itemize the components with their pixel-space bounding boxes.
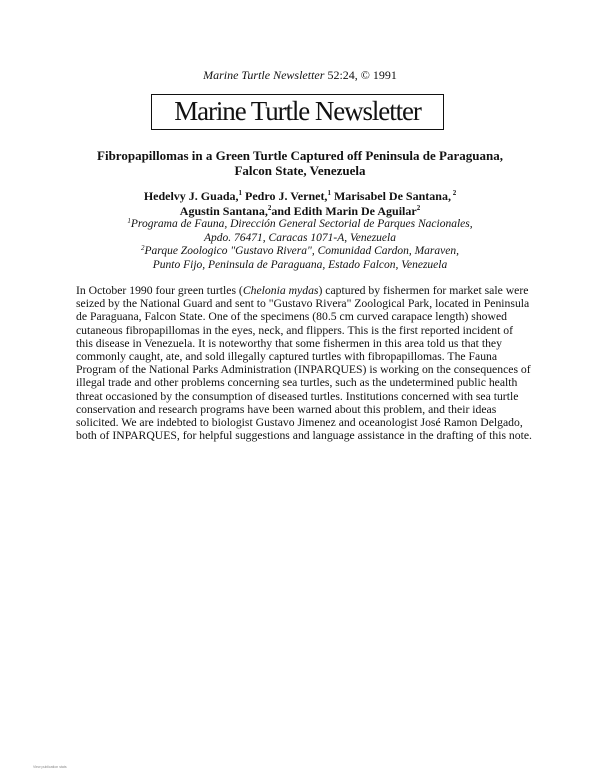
- affiliation-2-line-2: Punto Fijo, Peninsula de Paraguana, Estado Falcon, Venezuela: [152, 258, 448, 271]
- affiliation-2-text: Parque Zoologico "Gustavo Rivera", Comunidad Cardon, Maraven,: [144, 245, 459, 257]
- title-line-1: Fibropapillomas in a Green Turtle Captured off Peninsula de Paraguana,: [97, 148, 503, 163]
- affiliation-number: 2: [141, 244, 145, 252]
- affiliation-marker: 2: [450, 189, 457, 197]
- author-de-santana: Marisabel De Santana,: [330, 189, 451, 203]
- affiliation-marker: 2: [267, 204, 272, 212]
- title-line-2: Falcon State, Venezuela: [234, 163, 366, 178]
- masthead-logo: [151, 94, 444, 130]
- author-santana: Agustin Santana,: [179, 204, 268, 218]
- journal-name: Marine Turtle Newsletter: [203, 68, 325, 82]
- author-guada: Hedelvy J. Guada,: [143, 189, 239, 203]
- author-line-2: [60, 204, 540, 219]
- footer-stats-link[interactable]: View publication stats: [33, 765, 67, 769]
- species-name: Chelonia mydas: [242, 284, 319, 297]
- issue-and-copyright: 52:24, © 1991: [324, 68, 397, 82]
- affiliation-marker: 2: [416, 204, 421, 212]
- body-text-rest: ) captured by fishermen for market sale were seized by the National Guard and sent to "Gustavo Rivera" Zoological Park, located in Peninsula de Paraguana, Falcon State. One of the specimens (80.5 cm curved carapace length) showed cutaneous fibropapillomas in the eyes, neck, and flippers. This is the first reported incident of this disease in Venezuela. It is noteworthy that some fishermen in this area told us that they commonly caught, ate, and sold illegally captured turtles with fibropapillomas. The Fauna Program of the National Parks Administration (INPARQUES) is working on the consequences of illegal trade and other problems concerning sea turtles, such as the undetermined public health threat occasioned by the consumption of diseased turtles. Institutions concerned with sea turtle conservation and research programs have been warned about this problem, and their ideas solicited. We are indebted to biologist Gustavo Jimenez and oceanologist José Ramon Delgado, both of INPARQUES, for helpful suggestions and language assistance in the drafting of this note.: [76, 284, 532, 443]
- author-vernet: Pedro J. Vernet,: [242, 189, 328, 203]
- affiliation-marker: 1: [327, 189, 331, 197]
- affiliations: [60, 218, 540, 272]
- affiliation-1-text: Programa de Fauna, Dirección General Sectorial de Parques Nacionales,: [130, 218, 473, 230]
- affiliation-marker: 1: [238, 189, 242, 197]
- article-title: [60, 148, 540, 178]
- affiliation-1-line-1: [60, 218, 540, 232]
- author-line-1: [60, 189, 540, 204]
- affiliation-2-line-1: [60, 245, 540, 259]
- author-marin-de-aguilar: and Edith Marin De Aguilar: [271, 204, 417, 218]
- citation-line: [0, 68, 600, 83]
- body-text-start: In October 1990 four green turtles (: [76, 284, 243, 297]
- affiliation-number: 1: [127, 217, 131, 225]
- masthead-text: Marine Turtle Newsletter: [174, 96, 421, 126]
- article-body: [76, 284, 532, 442]
- affiliation-1-line-2: Apdo. 76471, Caracas 1071-A, Venezuela: [204, 231, 396, 244]
- author-list: [60, 189, 540, 219]
